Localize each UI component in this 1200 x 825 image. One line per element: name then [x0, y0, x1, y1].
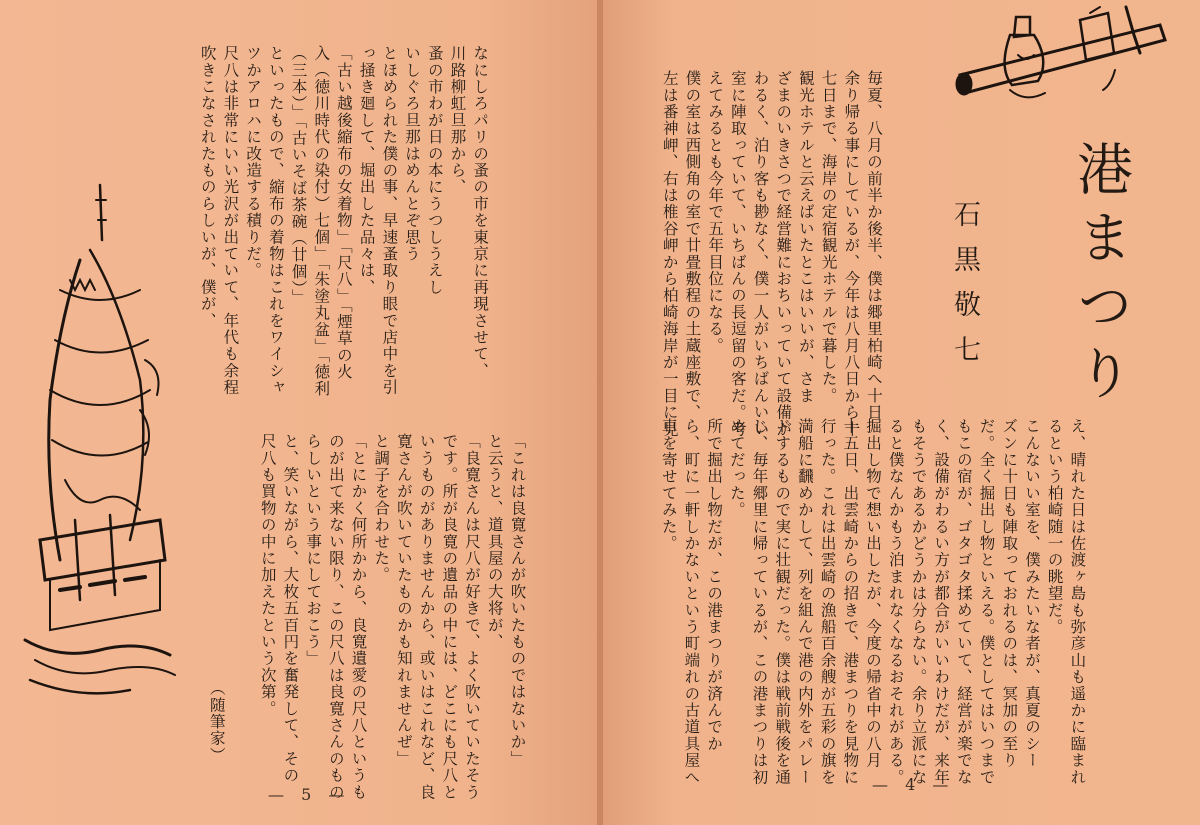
book-gutter	[597, 0, 603, 825]
festival-boat-illustration	[20, 180, 180, 760]
author-occupation: （随筆家）	[207, 680, 226, 764]
article-title: 港まつり	[1068, 140, 1133, 412]
shakuhachi-bottle-illustration	[950, 5, 1175, 115]
page-number-left: — 5 —	[268, 785, 351, 804]
right-lower-text: え、晴れた日は佐渡ヶ島も弥彦山も遥かに臨まれ るという柏崎随一の眺望だ。 こんないい室を、僕みたいな者が、真夏のシー ズンに十日も陣取っておれるのは、冥加の至り だ。全く掘出し物といえる。僕としてはいつまで もこの宿が、ゴタゴタ揉めていて、経営が楽でな く、設備がわるい方が都合がいいわけだが、来年 もそうであるかどうかは分らない。余り立派にな ると僕なんかもう泊まれなくなるおそれがある。 掘出し物で想い出したが、今度の帰省中の八月 十五日、出雲崎からの招きで、港まつりを見物に 行った。これは出雲崎の漁船百余艘が五彩の旗を 満船に飜めかして、列を組んで港の内外をパレー ドするもので実に壮観だった。僕は戦前戦後を通 じ、毎年郷里に帰っているが、この港まつりは初 めてだった。 所で掘出し物だが、この港まつりが済んでか ら、町に一軒しかないという町端れの古道具屋へ 車を寄せてみた。	[659, 418, 1087, 786]
left-lower-text: 「これは良寛さんが吹いたものではないか」 と云うと、道具屋の大将が、 「良寛さんは尺八が好きで、よく吹いていたそう です。所が良寛の遺品の中には、どこにも尺八と いうものがありませんから、或いはこれなど、良 寛さんが吹いていたものかも知れませんぜ」 と調子を合わせた。 「とにかく何所かから、良寛遺愛の尺八というも のが出て来ない限り、この尺八は良寛さんのもの らしいという事にしておこう」 と、笑いながら、大枚五百円を奮発して、その 尺八も買物の中に加えたという次第。	[258, 433, 527, 801]
right-upper-text: 毎夏、八月の前半か後半、僕は郷里柏崎へ十日 余り帰る事にしているが、今年は八月八日から十 七日まで、海岸の定宿観光ホテルで暮した。 観光ホテルと云えばいたとこはいいが、さま ざまのいきさつで経営難におちいっていて設備が わるく、泊り客も尠なく、僕一人がいちばんいい 室に陣取っていて、いちばんの長逗留の客だ。考 えてみるとも今年で五年目位になる。 僕の室は西側角の室で廿畳敷程の土蔵座敷で、 左は番神岬、右は椎谷岬から柏崎海岸が一目に見	[660, 70, 884, 438]
left-upper-text: なにしろパリの蚤の市を東京に再現させて、 川路柳虹旦那から、 蚤の市わが日の本にうつしうえし いしぐろ旦那はめんとぞ思う とほめられた僕の事、早速蚤取り眼で店中を引 っ掻き廻して、堀出した品々は、 「古い越後縮布の女着物」「尺八」「煙草の火 入（徳川時代の染付）七個」「朱塗丸盆」「徳利 （三本）」「古いそば茶碗（廿個）」 といったもので、縮布の着物はこれをワイシャ ツかアロハに改造する積りだ。 尺八は非常にいい光沢が出ていて、年代も余程 吹きこなされたものらしいが、僕が、	[198, 45, 490, 397]
page-number-right: — 4 —	[872, 775, 955, 794]
author-name: 石黒敬七	[949, 200, 980, 380]
